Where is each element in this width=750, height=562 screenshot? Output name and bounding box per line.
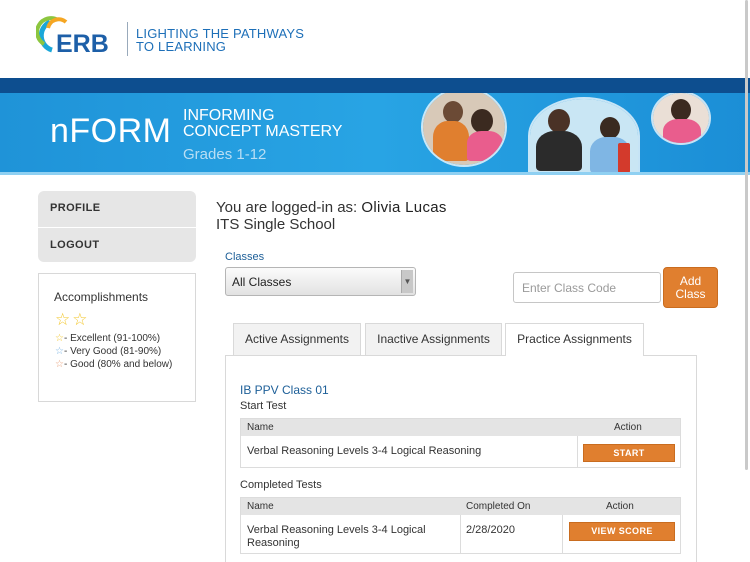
- product-subtitle-line-2: CONCEPT MASTERY: [183, 123, 343, 140]
- banner-photo-teacher-student: [421, 93, 507, 167]
- legend-row-very-good: [55, 345, 190, 358]
- column-header-completed-on: Completed On: [466, 501, 531, 512]
- start-button[interactable]: START: [583, 444, 675, 462]
- banner-photo-students-desk: [528, 97, 640, 175]
- accomplishments-panel: [38, 273, 196, 402]
- banner-top-stripe: [0, 78, 750, 93]
- completed-date: 2/28/2020: [466, 524, 515, 536]
- tab-active-assignments[interactable]: Active Assignments: [233, 323, 361, 355]
- legend-row-excellent: [55, 332, 190, 345]
- class-name[interactable]: IB PPV Class 01: [240, 383, 329, 397]
- banner-photo-girl: [651, 93, 711, 145]
- logged-in-line: [216, 199, 447, 217]
- add-class-line-1: Add: [679, 274, 702, 288]
- blue-star-icon: ☆: [55, 346, 64, 357]
- column-divider: [577, 436, 578, 467]
- product-name: nFORM: [50, 112, 172, 150]
- tagline-line-1: LIGHTING THE PATHWAYS: [136, 26, 305, 41]
- user-name: Olivia Lucas: [361, 199, 447, 216]
- erb-logo[interactable]: [36, 14, 126, 58]
- sidebar-item-logout[interactable]: LOGOUT: [38, 227, 196, 262]
- start-test-heading: Start Test: [240, 400, 287, 412]
- column-header-action: Action: [606, 501, 634, 512]
- add-class-line-2: Class: [675, 287, 706, 301]
- school-name: ITS Single School: [216, 216, 336, 233]
- view-score-report-button[interactable]: VIEW SCORE REPORT: [569, 522, 675, 541]
- completed-tests-heading: Completed Tests: [240, 479, 322, 491]
- gold-star-icon: ☆: [55, 333, 64, 344]
- column-divider: [460, 515, 461, 553]
- star-legend: [55, 332, 190, 371]
- column-divider: [562, 515, 563, 553]
- bronze-star-icon: ☆: [55, 359, 64, 370]
- column-header-action: Action: [614, 422, 642, 433]
- product-subtitle-line-1: INFORMING: [183, 107, 275, 124]
- tagline-line-2: TO LEARNING: [136, 39, 227, 54]
- test-name-line-2: Reasoning: [247, 537, 300, 549]
- tagline: [136, 27, 304, 53]
- test-name: [247, 524, 426, 550]
- classes-label: Classes: [225, 251, 265, 263]
- earned-stars: [55, 310, 90, 330]
- legend-text: - Very Good (81-90%): [63, 346, 162, 357]
- logged-in-prefix: You are logged-in as:: [216, 199, 362, 216]
- column-header-name: Name: [247, 501, 274, 512]
- logo-text: ERB: [56, 30, 109, 58]
- test-name: Verbal Reasoning Levels 3-4 Logical Reasoning: [247, 445, 482, 457]
- sidebar-item-profile[interactable]: PROFILE: [50, 202, 101, 214]
- legend-text: - Excellent (91-100%): [63, 333, 161, 344]
- gold-star-icon: ☆: [55, 310, 73, 329]
- column-header-name: Name: [247, 422, 274, 433]
- table-header: [241, 498, 680, 515]
- product-grades: Grades 1-12: [183, 146, 267, 163]
- completed-tests-table: [240, 497, 681, 554]
- tab-practice-assignments[interactable]: Practice Assignments: [505, 323, 644, 356]
- banner-bottom-stripe: [0, 172, 750, 175]
- start-test-table: [240, 418, 681, 468]
- page-scrollbar[interactable]: [745, 0, 748, 470]
- dropdown-caret-icon: ▼: [401, 270, 413, 293]
- table-header: [241, 419, 680, 436]
- accomplishments-title: Accomplishments: [54, 290, 149, 304]
- logo-divider: [127, 22, 128, 56]
- classes-selected-value: All Classes: [232, 275, 292, 289]
- add-class-button[interactable]: [663, 267, 718, 308]
- sidebar-menu: [38, 191, 196, 262]
- tab-inactive-assignments[interactable]: Inactive Assignments: [365, 323, 502, 355]
- class-code-input[interactable]: [513, 272, 661, 303]
- top-header: [0, 0, 750, 78]
- legend-row-good: [55, 358, 190, 371]
- product-subtitle: [183, 108, 342, 140]
- legend-text: - Good (80% and below): [63, 359, 173, 370]
- test-name-line-1: Verbal Reasoning Levels 3-4 Logical: [247, 524, 426, 536]
- classes-select[interactable]: [225, 267, 416, 296]
- gold-star-icon: ☆: [72, 310, 90, 329]
